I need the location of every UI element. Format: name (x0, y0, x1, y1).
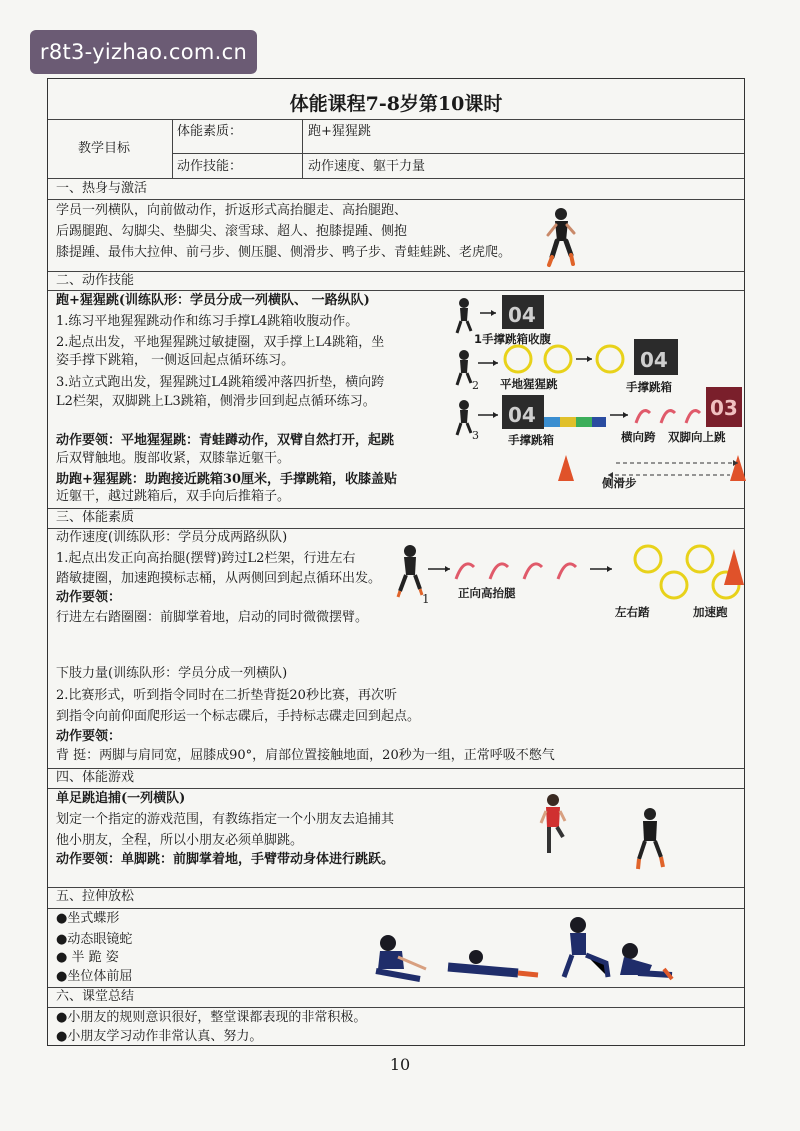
runner-figure (398, 545, 422, 597)
runner-figure (546, 207, 576, 267)
objective-value: 跑+猩猩跳 (308, 124, 371, 139)
paragraph-line: 膝提踵、最伟大拉伸、前弓步、侧压腿、侧滑步、鸭子步、青蛙蛙跳、老虎爬。 (56, 245, 512, 260)
paragraph-line: 姿手撑下跳箱， 一侧返回起点循环练习。 (56, 353, 295, 368)
section-header: 六、课堂总结 (56, 989, 135, 1004)
lesson-table (47, 78, 745, 1046)
section-header: 四、体能游戏 (56, 770, 135, 785)
section-header: 三、体能素质 (56, 510, 135, 525)
hopping-child-figure (633, 807, 667, 873)
seated-forward-bend-figure (620, 943, 672, 979)
paragraph-line: 背 挺：两脚与肩同宽，屈膝成90°，肩部位置接触地面，20秒为一组，正常呼吸不憋气 (56, 748, 555, 763)
agility-hoop (545, 346, 571, 372)
skill-diagram (448, 291, 743, 501)
diagram-label: 横向跨 (621, 430, 656, 444)
paragraph-line: 踏敏捷圈，加速跑摸标志桶，从两侧回到起点循环出发。 (56, 571, 382, 586)
objective-key: 体能素质： (177, 124, 243, 139)
paragraph-line: 近躯干，越过跳箱后，双手向后推箱子。 (56, 489, 291, 504)
objectives-label: 教学目标 (78, 141, 131, 156)
diagram-label: 左右踏 (615, 605, 650, 619)
page-title: 体能课程7-8岁第10课时 (289, 93, 503, 115)
paragraph-line: 动作速度(训练队形：学员分成两路纵队) (56, 530, 288, 545)
stretching-figures (368, 913, 673, 983)
paragraph-line: L2栏架，双脚跳上L3跳箱，侧滑步回到起点循环练习。 (56, 394, 376, 409)
paragraph-line: 跑+猩猩跳(训练队形：学员分成一列横队、 一路纵队) (56, 293, 370, 308)
list-item: ●小朋友学习动作非常认真、努力。 (56, 1029, 263, 1044)
list-item: ●小朋友的规则意识很好，整堂课都表现的非常积极。 (56, 1010, 367, 1025)
paragraph-line: 后踢腿跑、勾脚尖、垫脚尖、滚雪球、超人、抱膝提踵、侧抱 (56, 224, 408, 239)
paragraph-line: 2.比赛形式，听到指令同时在二折垫背挺20秒比赛，再次听 (56, 688, 397, 703)
agility-hoop (505, 346, 531, 372)
runner-figure (457, 298, 471, 333)
paragraph-line: 助跑+猩猩跳：助跑接近跳箱30厘米，手撑跳箱，收膝盖贴 (56, 472, 397, 487)
paragraph-line: 单足跳追捕(一列横队) (56, 791, 186, 806)
box-number: 04 (640, 348, 668, 372)
row-number: 3 (472, 429, 479, 442)
agility-hoop (687, 546, 713, 572)
list-item: ●坐式蝶形 (56, 911, 120, 926)
objective-value: 动作速度、躯干力量 (308, 159, 426, 174)
butterfly-stretch-figure (376, 935, 426, 979)
diagram-label: 双脚向上跳 (668, 430, 726, 444)
half-kneel-figure (564, 917, 608, 977)
box-number: 03 (710, 396, 738, 420)
paragraph-line: 学员一列横队，向前做动作，折返形式高抬腿走、高抬腿跑、 (56, 203, 408, 218)
box-number: 04 (508, 403, 536, 427)
paragraph-line: 1.练习平地猩猩跳动作和练习手撑L4跳箱收腹动作。 (56, 314, 359, 329)
watermark-badge: r8t3-yizhao.com.cn (30, 30, 257, 74)
paragraph-line: 动作要领：平地猩猩跳：青蛙蹲动作，双臂自然打开，起跳 (56, 433, 395, 448)
diagram-label: 手撑跳箱 (508, 433, 554, 447)
diagram-label: 侧滑步 (602, 476, 637, 490)
paragraph-line: 行进左右踏圈圈：前脚掌着地，启动的同时微微摆臂。 (56, 610, 369, 625)
paragraph-line: 后双臂触地。腹部收紧，双膝靠近躯干。 (56, 451, 291, 466)
section-header: 五、拉伸放松 (56, 889, 135, 904)
cone (724, 545, 744, 585)
diagram-label: 手撑跳箱 (626, 380, 672, 394)
runner-figure (457, 400, 471, 435)
paragraph-line: 1.起点出发正向高抬腿(摆臂)跨过L2栏架，行进左右 (56, 551, 356, 566)
diagram-label: 平地猩猩跳 (500, 377, 558, 391)
section-header: 一、热身与激活 (56, 181, 148, 196)
objective-key: 动作技能： (177, 159, 243, 174)
list-item: ●坐位体前屈 (56, 969, 133, 984)
section-header: 二、动作技能 (56, 273, 135, 288)
speed-diagram (394, 539, 744, 619)
agility-hoop (597, 346, 623, 372)
hurdle (456, 564, 576, 579)
hurdle (636, 411, 700, 423)
diagram-label: 正向高抬腿 (458, 586, 516, 600)
cobra-stretch-figure (448, 950, 538, 975)
agility-hoop (661, 572, 687, 598)
paragraph-line: 到指令向前仰面爬形运一个标志碟后，手持标志碟走回到起点。 (56, 709, 421, 724)
list-item: ● 半 跪 姿 (56, 950, 119, 965)
paragraph-line: 动作要领： (56, 729, 122, 744)
paragraph-line: 划定一个指定的游戏范围，有教练指定一个小朋友去追捕其 (56, 812, 395, 827)
row-number: 1 (422, 592, 430, 606)
row-number: 2 (472, 379, 479, 392)
paragraph-line: 动作要领： (56, 590, 122, 605)
diagram-label: 1手撑跳箱收腹 (474, 332, 552, 346)
box-number: 04 (508, 303, 536, 327)
page-number: 10 (389, 1055, 411, 1074)
paragraph-line: 2.起点出发，平地猩猩跳过敏捷圈，双手撑上L4跳箱，坐 (56, 335, 385, 350)
cone (730, 455, 746, 481)
hopping-child-figure (538, 793, 568, 855)
paragraph-line: 他小朋友，全程，所以小朋友必须单脚跳。 (56, 833, 304, 848)
paragraph-line: 下肢力量(训练队形：学员分成一列横队) (56, 666, 288, 681)
list-item: ●动态眼镜蛇 (56, 932, 133, 947)
paragraph-line: 动作要领：单脚跳：前脚掌着地，手臂带动身体进行跳跃。 (56, 852, 395, 867)
agility-hoop (635, 546, 661, 572)
cone (558, 455, 574, 481)
paragraph-line: 3.站立式跑出发，猩猩跳过L4跳箱缓冲落四折垫，横向跨 (56, 375, 385, 390)
diagram-label: 加速跑 (693, 605, 728, 619)
runner-figure (457, 350, 471, 385)
